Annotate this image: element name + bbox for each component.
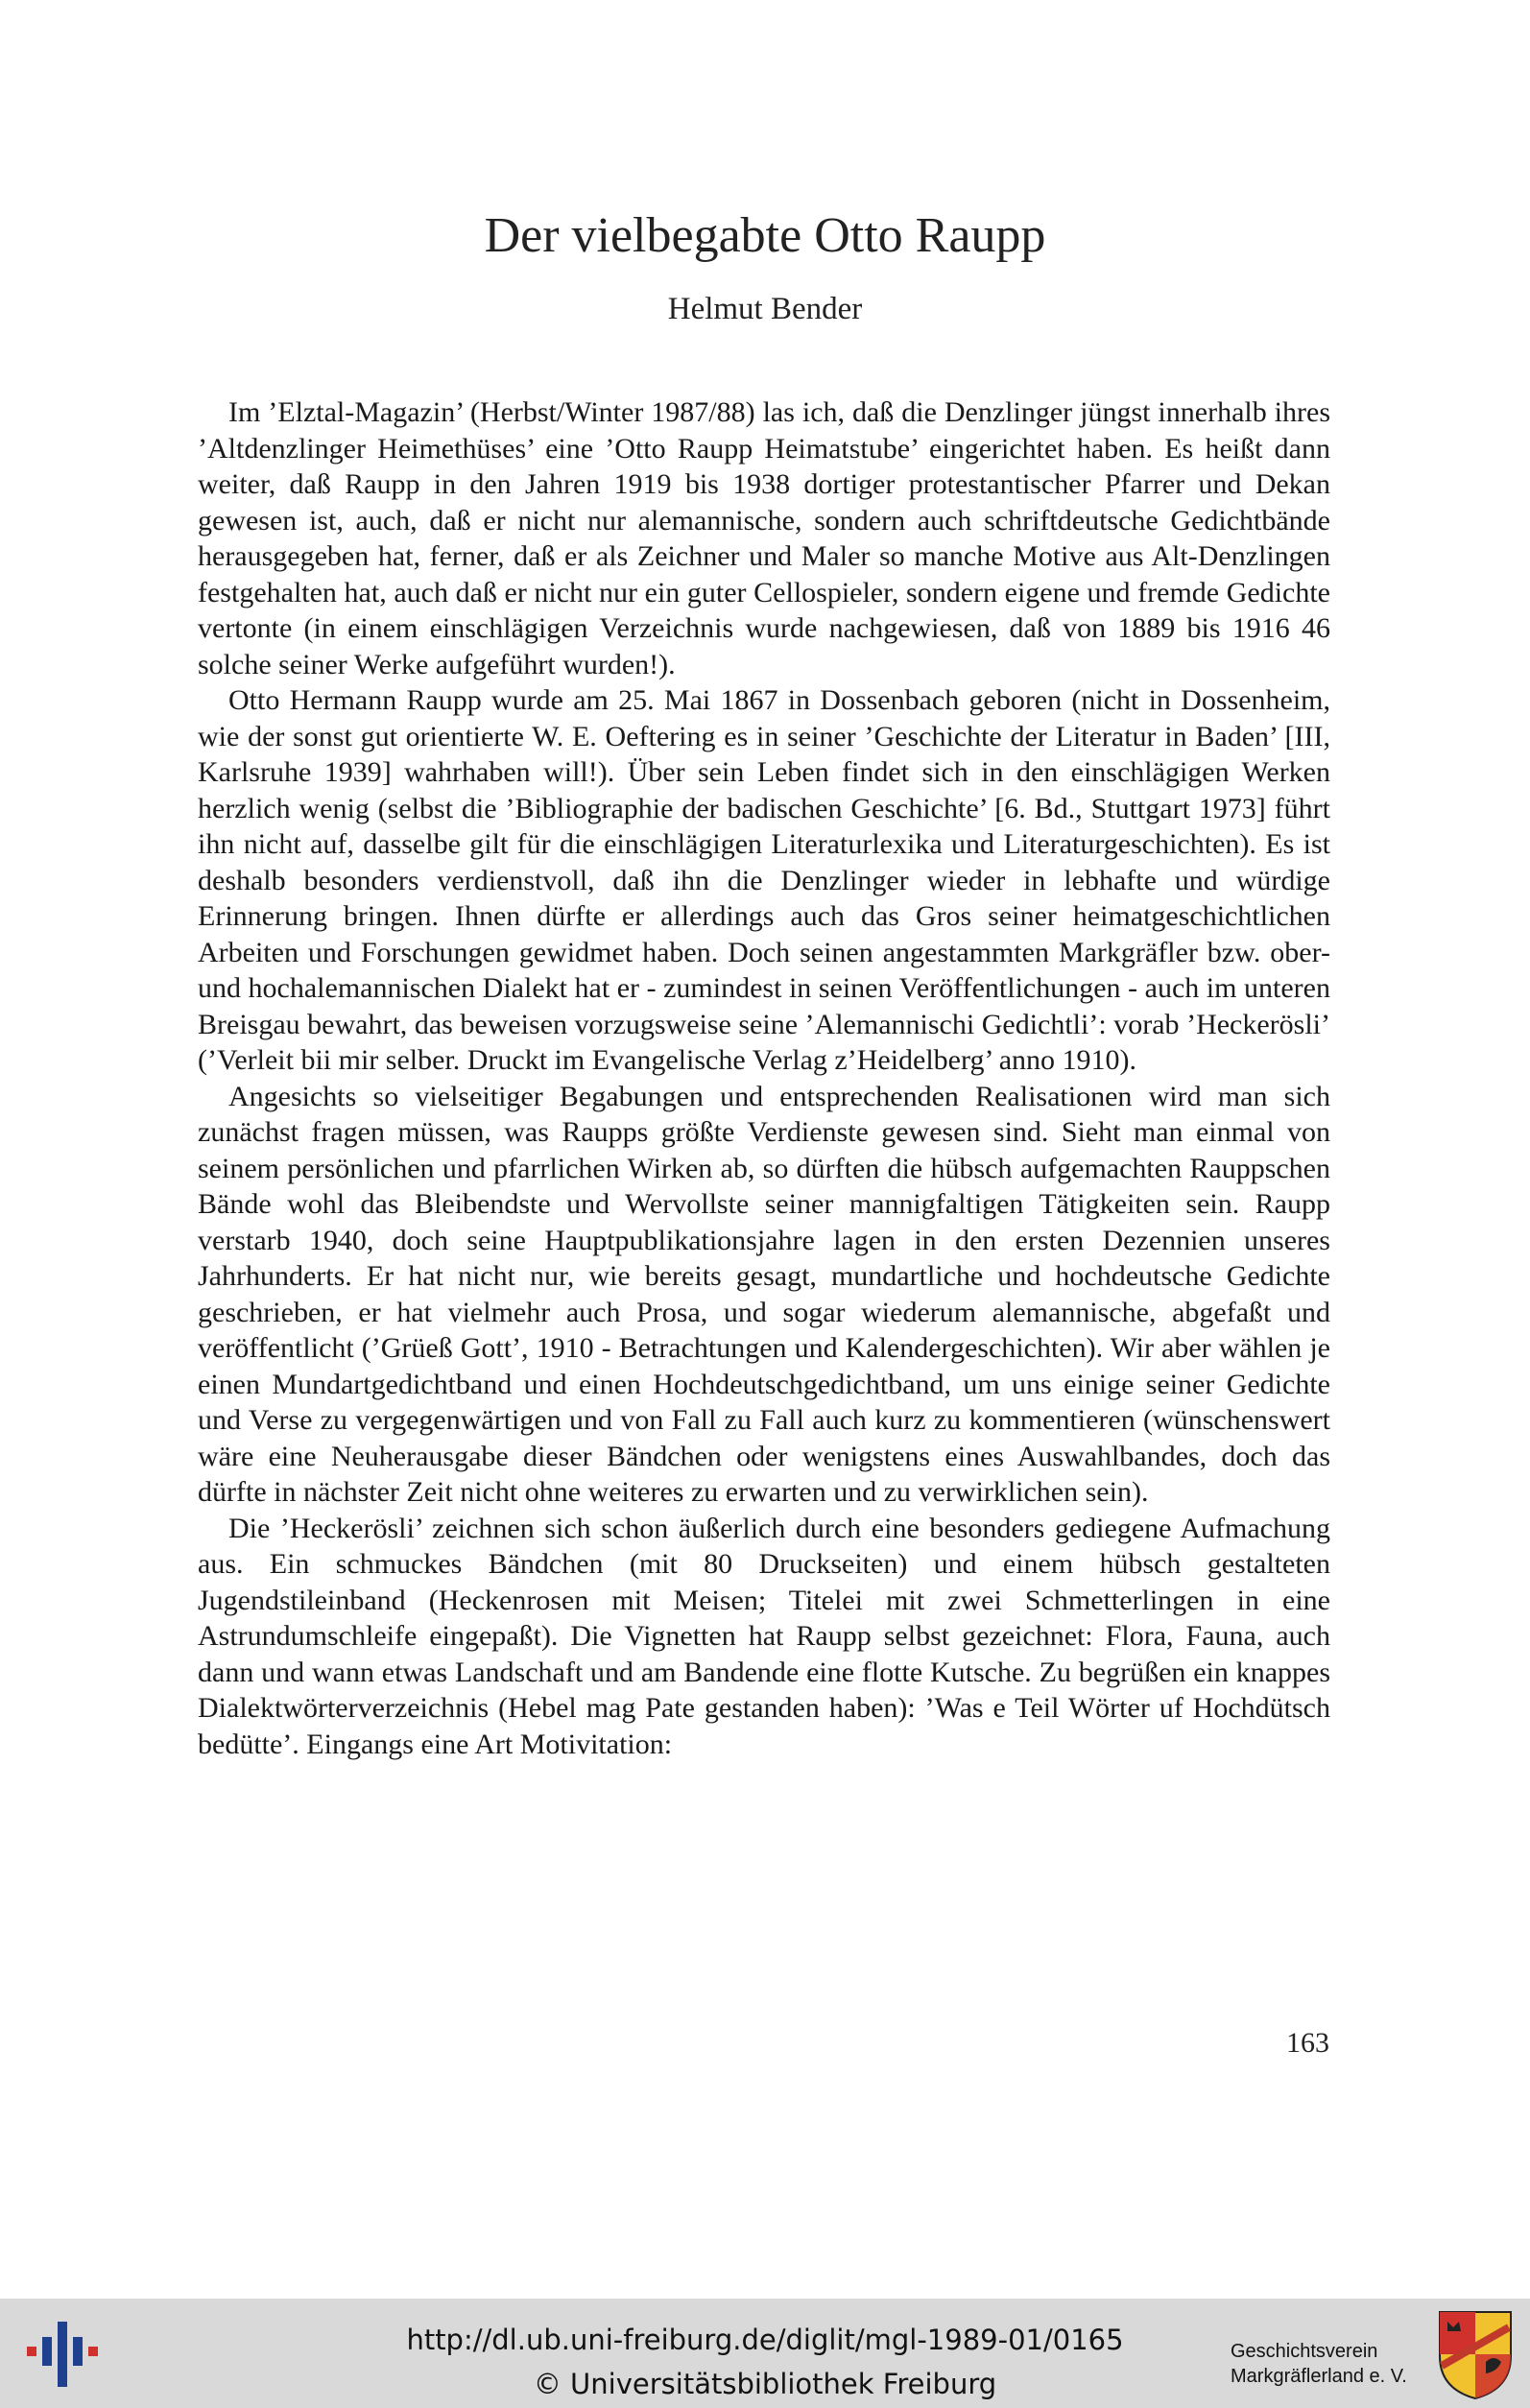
- org-name-line-2: Markgräflerland e. V.: [1231, 2366, 1407, 2387]
- paragraph-3: Angesichts so vielseitiger Begabungen und entsprechenden Realisationen wird man sich zunächst fragen müssen, was Raupps größte Verdienste gewesen sind. Sieht man einmal von seinem persönlichen und pfarrlichen Wirken ab, so dürften die hübsch aufgemachten Rauppschen Bände wohl das Bleibendste und Wervollste seiner mannigfaltigen Tätigkeiten sein. Raupp verstarb 1940, doch seine Hauptpublikationsjahre lagen in den ersten Dezennien unseres Jahrhunderts. Er hat nicht nur, wie bereits gesagt, mundartliche und hochdeutsche Gedichte geschrieben, er hat vielmehr auch Prosa, und sogar wiederum alemannische, abgefaßt und veröffentlicht (’Grüeß Gott’, 1910 - Betrachtungen und Kalendergeschichten). Wir aber wählen je einen Mundartgedichtband und einen Hochdeutschgedichtband, um uns einige seiner Gedichte und Verse zu vergegenwärtigen und von Fall zu Fall auch kurz zu kommentieren (wünschenswert wäre eine Neuherausgabe dieser Bändchen oder wenigstens eines Auswahlbandes, doch das dürfte in nächster Zeit nicht ohne weiteres zu erwarten und zu verwirklichen sein).: [198, 1080, 1330, 1508]
- footer-bar: [0, 2299, 1530, 2408]
- paragraph-1: Im ’Elztal-Magazin’ (Herbst/Winter 1987/88) las ich, daß die Denzlinger jüngst innerhalb ihres ’Altdenzlinger Heimethüses’ eine ’Otto Raupp Heimatstube’ eingerichtet haben. Es heißt dann weiter, daß Raupp in den Jahren 1919 bis 1938 dortiger protestantischer Pfarrer und Dekan gewesen ist, auch, daß er nicht nur alemannische, sondern auch schriftdeutsche Gedichtbände herausgegeben hat, ferner, daß er als Zeichner und Maler so manche Motive aus Alt-Denzlingen festgehalten hat, auch daß er nicht nur ein guter Cellospieler, sondern eigene und fremde Gedichte vertonte (in einem einschlägigen Verzeichnis wurde nachgewiesen, daß von 1889 bis 1916 46 solche seiner Werke aufgeführt wurden!).: [198, 396, 1330, 680]
- paragraph-2: Otto Hermann Raupp wurde am 25. Mai 1867 in Dossenbach geboren (nicht in Dossenheim, wie der sonst gut orientierte W. E. Oeftering es in seiner ’Geschichte der Literatur in Baden’ [III, Karlsruhe 1939] wahrhaben will!). Über sein Leben findet sich in den einschlägigen Werken herzlich wenig (selbst die ’Bibliographie der badischen Geschichte’ [6. Bd., Stuttgart 1973] führt ihn nicht auf, dasselbe gilt für die einschlägigen Literaturlexika und Literaturgeschichten). Es ist deshalb besonders verdienstvoll, daß ihn die Denzlinger wieder in lebhafte und würdige Erinnerung bringen. Ihnen dürfte er allerdings auch das Gros seiner heimatgeschichtlichen Arbeiten und Forschungen gewidmet haben. Doch seinen angestammten Markgräfler bzw. ober- und hochalemannischen Dialekt hat er - zumindest in seinen Veröffentlichungen - auch im unteren Breisgau bewahrt, das beweisen vorzugsweise seine ’Alemannischi Gedichtli’: vorab ’Heckerösli’ (’Verleit bii mir selber. Druckt im Evangelische Verlag z’Heidelberg’ anno 1910).: [198, 684, 1330, 1076]
- article-body: [198, 394, 1330, 1762]
- footer-url-link[interactable]: http://dl.ub.uni-freiburg.de/diglit/mgl-1989-01/0165: [406, 2324, 1124, 2356]
- coat-of-arms-icon: [1436, 2308, 1515, 2400]
- org-name-line-1: Geschichtsverein: [1231, 2341, 1378, 2362]
- page-number: 163: [1286, 2027, 1329, 2059]
- article-author: Helmut Bender: [667, 292, 863, 326]
- article-title: Der vielbegabte Otto Raupp: [484, 208, 1046, 263]
- paragraph-4: Die ’Heckerösli’ zeichnen sich schon äußerlich durch eine besonders gediegene Aufmachung aus. Ein schmuckes Bändchen (mit 80 Druckseiten) und einem hübsch gestalteten Jugendstileinband (Heckenrosen mit Meisen; Titelei mit zwei Schmetterlingen in eine Astrundumschleife eingepaßt). Die Vignetten hat Raupp selbst gezeichnet: Flora, Fauna, auch dann und wann etwas Landschaft und am Bandende eine flotte Kutsche. Zu begrüßen ein knappes Dialektwörterverzeichnis (Hebel mag Pate gestanden haben): ’Was e Teil Wörter uf Hochdütsch bedütte’. Eingangs eine Art Motivitation:: [198, 1512, 1330, 1760]
- footer-copyright: © Universitätsbibliothek Freiburg: [533, 2368, 997, 2400]
- org-name: [1231, 2339, 1442, 2389]
